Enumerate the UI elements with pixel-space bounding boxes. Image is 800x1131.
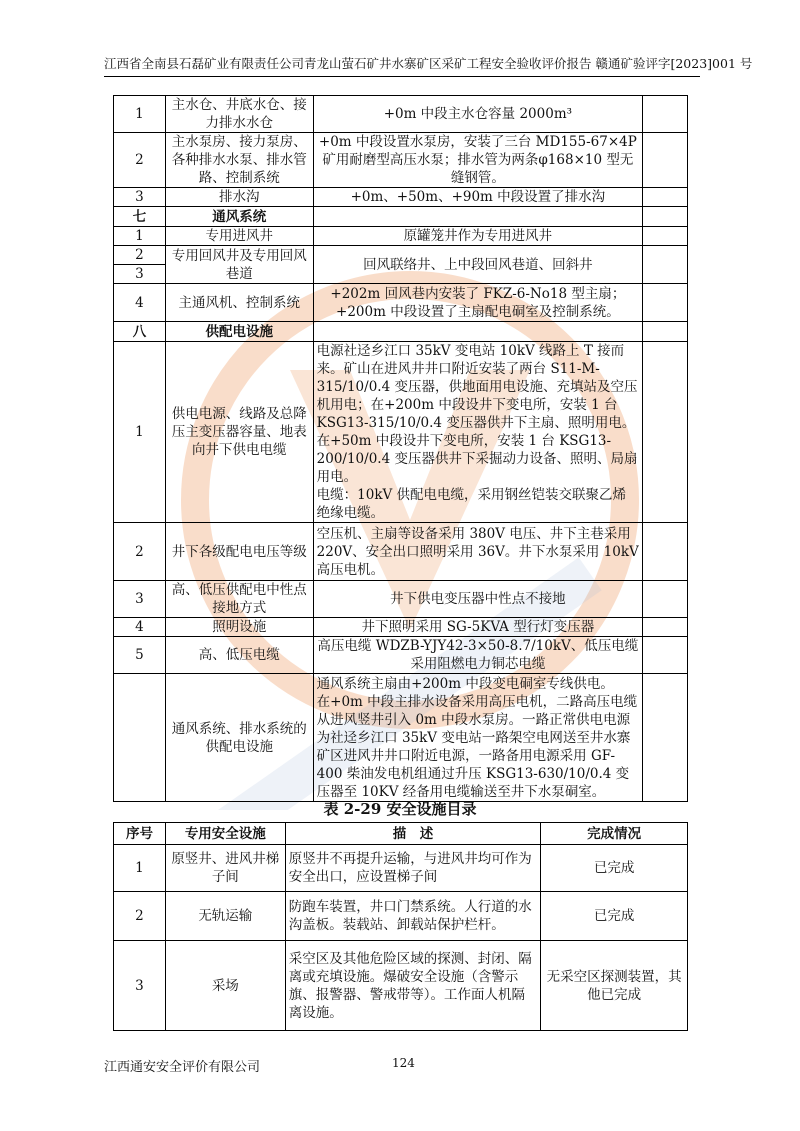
row-number: 3 xyxy=(114,265,166,284)
row-item: 专用进风井 xyxy=(165,227,313,246)
row-description: 井下供电变压器中性点不接地 xyxy=(313,581,642,618)
row-item: 井下各级配电电压等级 xyxy=(165,523,313,581)
row-extra xyxy=(643,133,688,188)
row-description: +202m 回风巷内安装了 FKZ-6-No18 型主扇；+200m 中段设置了主扇配电硐室及控制系统。 xyxy=(313,284,642,322)
row-description: 防跑车装置，井口门禁系统。人行道的水沟盖板。装载站、卸载站保护栏杆。 xyxy=(285,892,541,941)
table-header-row xyxy=(114,823,688,845)
row-number: 2 xyxy=(114,523,166,581)
row-description xyxy=(313,342,642,523)
section-title: 通风系统 xyxy=(165,207,313,227)
row-description: 回风联络井、上中段回风巷道、回斜井 xyxy=(313,246,642,284)
row-description: 空压机、主扇等设备采用 380V 电压、井下主巷采用 220V、安全出口照明采用 36V。井下水泵采用 10kV 高压电机。 xyxy=(313,523,642,581)
row-item: 高、低压电缆 xyxy=(165,637,313,674)
table-row xyxy=(114,845,688,892)
row-extra xyxy=(643,322,688,342)
column-header: 序号 xyxy=(114,823,166,845)
table-row xyxy=(114,284,688,322)
table-row xyxy=(114,581,688,618)
row-number: 3 xyxy=(114,581,166,618)
column-header: 完成情况 xyxy=(541,823,688,845)
row-status: 无采空区探测装置，其他已完成 xyxy=(541,941,688,1031)
row-description xyxy=(313,674,642,802)
table-row xyxy=(114,96,688,133)
row-number: 3 xyxy=(114,941,166,1031)
row-extra xyxy=(643,637,688,674)
row-item: 专用回风井及专用回风巷道 xyxy=(165,246,313,284)
row-item: 主水仓、井底水仓、接力排水水仓 xyxy=(165,96,313,133)
row-extra xyxy=(643,246,688,284)
row-item: 通风系统、排水系统的供配电设施 xyxy=(165,674,313,802)
table-row xyxy=(114,227,688,246)
row-description: 采空区及其他危险区域的探测、封闭、隔离或充填设施。爆破安全设施（含警示旗、报警器、警戒带等）。工作面人机隔离设施。 xyxy=(285,941,541,1031)
row-description: 原罐笼井作为专用进风井 xyxy=(313,227,642,246)
section-row xyxy=(114,207,688,227)
table-caption: 表 2-29 安全设施目录 xyxy=(323,800,477,818)
section-number: 八 xyxy=(114,322,166,342)
row-extra xyxy=(643,227,688,246)
table-row xyxy=(114,941,688,1031)
row-extra xyxy=(643,342,688,523)
row-extra xyxy=(643,674,688,802)
row-number: 2 xyxy=(114,246,166,265)
table-row xyxy=(114,188,688,207)
row-number xyxy=(114,674,166,802)
row-item: 采场 xyxy=(165,941,285,1031)
row-number: 1 xyxy=(114,227,166,246)
table-row xyxy=(114,674,688,802)
row-extra xyxy=(643,188,688,207)
column-header: 描 述 xyxy=(285,823,541,845)
row-extra xyxy=(643,284,688,322)
row-item: 排水沟 xyxy=(165,188,313,207)
row-number: 3 xyxy=(114,188,166,207)
row-number: 1 xyxy=(114,342,166,523)
facility-table xyxy=(113,95,688,802)
row-extra xyxy=(643,618,688,637)
row-number: 2 xyxy=(114,133,166,188)
row-description: 原竖井不再提升运输，与进风井均可作为安全出口，应设置梯子间 xyxy=(285,845,541,892)
section-number: 七 xyxy=(114,207,166,227)
row-number: 2 xyxy=(114,892,166,941)
row-description: +0m 中段主水仓容量 2000m³ xyxy=(313,96,642,133)
row-number: 1 xyxy=(114,845,166,892)
column-header: 专用安全设施 xyxy=(165,823,285,845)
row-status: 已完成 xyxy=(541,892,688,941)
row-item: 主通风机、控制系统 xyxy=(165,284,313,322)
section-row xyxy=(114,322,688,342)
page-header: 江西省全南县石磊矿业有限责任公司青龙山萤石矿井水寨矿区采矿工程安全验收评价报告 赣通矿验评字[2023]001 号 xyxy=(104,56,753,71)
table-row xyxy=(114,523,688,581)
table-row xyxy=(114,618,688,637)
row-number: 4 xyxy=(114,618,166,637)
row-extra xyxy=(643,581,688,618)
row-extra xyxy=(643,207,688,227)
row-number: 5 xyxy=(114,637,166,674)
section-title: 供配电设施 xyxy=(165,322,313,342)
page-number: 124 xyxy=(392,1056,415,1070)
row-description: 井下照明采用 SG-5KVA 型行灯变压器 xyxy=(313,618,642,637)
table-row xyxy=(114,133,688,188)
description-paragraph: 通风系统主扇由+200m 中段变电硐室专线供电。 xyxy=(316,675,614,692)
row-extra xyxy=(643,523,688,581)
row-status: 已完成 xyxy=(541,845,688,892)
safety-facility-table xyxy=(113,822,688,1031)
row-item: 供电电源、线路及总降压主变压器容量、地表向井下供电电缆 xyxy=(165,342,313,523)
row-item: 高、低压供配电中性点接地方式 xyxy=(165,581,313,618)
table-row xyxy=(114,637,688,674)
row-description: +0m 中段设置水泵房，安装了三台 MD155-67×4P 矿用耐磨型高压水泵；排水管为两条φ168×10 型无缝钢管。 xyxy=(313,133,642,188)
row-item: 照明设施 xyxy=(165,618,313,637)
row-item: 无轨运输 xyxy=(165,892,285,941)
description-paragraph: 电源社迳乡江口 35kV 变电站 10kV 线路上 T 接而来。矿山在进风井井口附近安装了两台 S11-M-315/10/0.4 变压器，供地面用电设施、充填站及空压机用电；在+200m 中段设井下变电所，安装 1 台 KSG13-315/10/0.4 变压器供井下主扇、照明用电。在+50m 中段设井下变电所，安装 1 台 KSG13-200/10/0.4 变压器供井下采掘动力设备、照明、局扇用电。 xyxy=(316,343,638,485)
header-rule xyxy=(104,76,700,77)
row-number: 4 xyxy=(114,284,166,322)
footer-company: 江西通安安全评价有限公司 xyxy=(104,1060,261,1075)
table-row xyxy=(114,342,688,523)
row-description xyxy=(313,207,642,227)
row-description: +0m、+50m、+90m 中段设置了排水沟 xyxy=(313,188,642,207)
description-paragraph: 电缆：10kV 供配电电缆，采用钢丝铠装交联聚乙烯绝缘电缆。 xyxy=(316,487,627,521)
row-description: 高压电缆 WDZB-YJY42-3×50-8.7/10kV、低压电缆采用阻燃电力铜芯电缆 xyxy=(313,637,642,674)
description-paragraph: 在+0m 中段主排水设备采用高压电机，二路高压电缆从进风竖井引入 0m 中段水泵房。一路正常供电电源为社迳乡江口 35kV 变电站一路架空电网送至井水寨矿区进风井井口附近电源，一路备用电源采用 GF-400 柴油发电机组通过升压 KSG13-630/10/0.4 变压器至 10KV 经备用电缆输送至井下水泵硐室。 xyxy=(316,693,638,800)
row-item: 原竖井、进风井梯子间 xyxy=(165,845,285,892)
table-row xyxy=(114,892,688,941)
row-item: 主水泵房、接力泵房、各种排水水泵、排水管路、控制系统 xyxy=(165,133,313,188)
row-description xyxy=(313,322,642,342)
row-number: 1 xyxy=(114,96,166,133)
table-row xyxy=(114,246,688,265)
row-extra xyxy=(643,96,688,133)
